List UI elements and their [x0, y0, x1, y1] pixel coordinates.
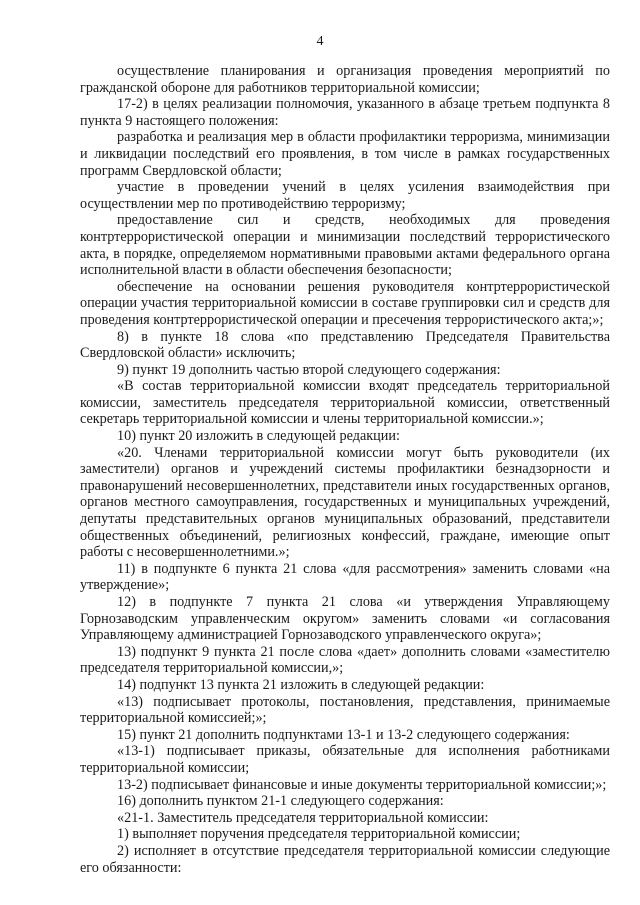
paragraph: 12) в подпункте 7 пункта 21 слова «и утверждения Управляющему Горнозаводским управленческим округом» заменить словами «и согласования Управляющему администрацией Горнозаводского управленческого округа»; — [80, 594, 610, 644]
paragraph: 15) пункт 21 дополнить подпунктами 13-1 и 13-2 следующего содержания: — [117, 726, 570, 743]
paragraph: осуществление планирования и организация проведения мероприятий по гражданской обороне для работников территориальной комиссии; — [80, 63, 610, 96]
paragraph: 9) пункт 19 дополнить частью второй следующего содержания: — [117, 361, 501, 378]
paragraph: 2) исполняет в отсутствие председателя территориальной комиссии следующие его обязанности: — [80, 842, 610, 876]
paragraph: 17-2) в целях реализации полномочия, указанного в абзаце третьем подпункта 8 пункта 9 настоящего положения: — [80, 96, 610, 129]
paragraph: предоставление сил и средств, необходимых для проведения контртеррористической операции и минимизации последствий террористического акта, в порядке, определяемом нормативными правовыми актами федерального органа исполнительной власти в области обеспечения безопасности; — [80, 212, 610, 279]
paragraph: «21-1. Заместитель председателя территориальной комиссии: — [117, 809, 489, 826]
document-body — [80, 63, 610, 876]
paragraph: «20. Членами территориальной комиссии могут быть руководители (их заместители) органов и учреждений системы профилактики безнадзорности и правонарушений несовершеннолетних, представители иных государственных органов, органов местного самоуправления, государственных и муниципальных учреждений, депутаты представительных органов муниципальных образований, представители общественных объединений, религиозных конфессий, граждане, имеющие опыт работы с несовершеннолетними.»; — [80, 444, 610, 561]
paragraph: 8) в пункте 18 слова «по представлению Председателя Правительства Свердловской области» исключить; — [80, 328, 610, 362]
paragraph: 13) подпункт 9 пункта 21 после слова «дает» дополнить словами «заместителю председателя территориальной комиссии,»; — [80, 643, 610, 677]
page-number: 4 — [316, 34, 324, 49]
paragraph: разработка и реализация мер в области профилактики терроризма, минимизации и ликвидации последствий его проявления, в том числе в рамках государственных программ Свердловской области; — [80, 129, 610, 179]
paragraph: участие в проведении учений в целях усиления взаимодействия при осуществлении мер по противодействию терроризму; — [80, 179, 610, 212]
paragraph: «13-1) подписывает приказы, обязательные для исполнения работниками территориальной комиссии; — [80, 743, 610, 776]
paragraph: обеспечение на основании решения руководителя контртеррористической операции участия территориальной комиссии в составе группировки сил и средств для проведения контртеррористической операции и пресечения террористического акта;»; — [80, 278, 610, 328]
paragraph: 11) в подпункте 6 пункта 21 слова «для рассмотрения» заменить словами «на утверждение»; — [80, 560, 610, 594]
paragraph: «В состав территориальной комиссии входят председатель территориальной комиссии, заместитель председателя территориальной комиссии, ответственный секретарь территориальной комиссии и члены территориальной комиссии.»; — [80, 378, 610, 428]
paragraph: 13-2) подписывает финансовые и иные документы территориальной комиссии;»; — [117, 776, 607, 793]
paragraph: «13) подписывает протоколы, постановления, представления, принимаемые территориальной комиссией;»; — [80, 693, 610, 727]
paragraph: 14) подпункт 13 пункта 21 изложить в следующей редакции: — [117, 676, 485, 693]
paragraph: 16) дополнить пунктом 21-1 следующего содержания: — [117, 793, 444, 810]
paragraph: 1) выполняет поручения председателя территориальной комиссии; — [117, 826, 521, 843]
paragraph: 10) пункт 20 изложить в следующей редакции: — [117, 428, 400, 445]
